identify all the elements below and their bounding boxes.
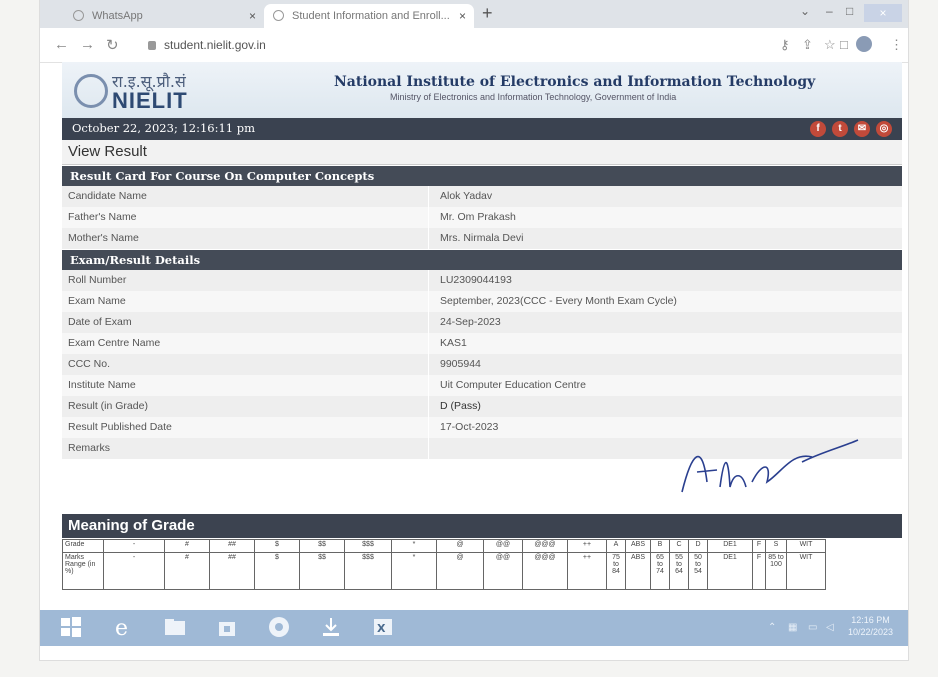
logo-english: NIELIT <box>112 88 188 113</box>
table-row <box>62 207 902 228</box>
tab-label: WhatsApp <box>92 10 143 22</box>
rss-icon[interactable]: ◎ <box>876 121 892 137</box>
web-page <box>62 62 902 630</box>
nielit-logo-icon <box>74 74 108 108</box>
grade-row: Grade - # ## $ $$ $$$ * @ @@ @@@ ++ A ABS B C D DE1 F S WIT <box>63 540 826 553</box>
row-label: Date of Exam <box>68 316 132 328</box>
marks-row: Marks Range (in %) - # ## $ $$ $$$ * @ @@ @@@ ++ 75 to 84 ABS 65 to 74 55 to 64 50 to 54 DE1 F 85 to 100 WIT <box>63 553 826 590</box>
exam-details-heading: Exam/Result Details <box>62 250 902 270</box>
row-label: Mother's Name <box>68 232 139 244</box>
row-value: 24-Sep-2023 <box>440 316 501 328</box>
row-value: D (Pass) <box>440 400 481 412</box>
forward-icon[interactable]: → <box>80 36 95 53</box>
volume-icon[interactable]: ◁ <box>826 622 834 633</box>
row-value: Mr. Om Prakash <box>440 211 516 223</box>
row-label: Remarks <box>68 442 111 454</box>
back-icon[interactable]: ← <box>54 36 69 53</box>
address-bar-row <box>40 28 908 63</box>
whatsapp-icon <box>73 10 84 21</box>
table-row <box>62 186 902 207</box>
row-label: Result Published Date <box>68 421 172 433</box>
meaning-of-grade-heading: Meaning of Grade <box>62 514 902 538</box>
sidebar-icon[interactable]: □ <box>840 37 848 52</box>
browser-tab-bar <box>40 0 908 28</box>
row-label: Exam Centre Name <box>68 337 161 349</box>
maximize-button[interactable]: □ <box>846 4 854 18</box>
file-explorer-icon[interactable] <box>164 616 186 638</box>
row-value: September, 2023(CCC - Every Month Exam Cycle) <box>440 295 677 307</box>
internet-explorer-icon[interactable] <box>112 616 134 638</box>
windows-start-icon[interactable] <box>60 616 82 638</box>
menu-icon[interactable]: ⋮ <box>890 37 903 52</box>
table-row <box>62 228 902 249</box>
row-label: Father's Name <box>68 211 137 223</box>
excel-icon[interactable] <box>372 616 394 638</box>
row-label: Exam Name <box>68 295 126 307</box>
new-tab-button[interactable]: + <box>482 3 493 23</box>
download-icon[interactable] <box>320 616 342 638</box>
row-label: Institute Name <box>68 379 136 391</box>
close-window-button[interactable]: × <box>864 4 902 22</box>
close-tab-icon[interactable]: × <box>458 9 466 23</box>
row-value: 9905944 <box>440 358 481 370</box>
tab-label: Student Information and Enroll... <box>292 10 450 22</box>
taskbar-clock[interactable]: 12:16 PM 10/22/2023 <box>848 615 894 637</box>
table-row <box>62 312 902 333</box>
site-title: National Institute of Electronics and Information Technology <box>334 74 816 90</box>
page-title-bar <box>62 140 902 165</box>
battery-icon[interactable]: ▭ <box>808 622 818 633</box>
svg-text:X: X <box>377 622 386 635</box>
share-icon[interactable]: ⇪ <box>802 37 813 52</box>
chrome-icon[interactable] <box>268 616 290 638</box>
taskbar <box>40 610 908 646</box>
handwritten-signature <box>662 432 862 512</box>
email-icon[interactable]: ✉ <box>854 121 870 137</box>
row-value: 17-Oct-2023 <box>440 421 499 433</box>
minimize-button[interactable]: – <box>826 4 833 18</box>
network-icon[interactable]: ▦ <box>788 622 798 633</box>
table-row <box>62 270 902 291</box>
row-value: KAS1 <box>440 337 467 349</box>
tab-search-icon[interactable]: ⌄ <box>800 4 811 18</box>
twitter-icon[interactable]: t <box>832 121 848 137</box>
row-value: Mrs. Nirmala Devi <box>440 232 524 244</box>
tray-chevron-icon[interactable]: ⌃ <box>768 622 777 633</box>
result-card-heading: Result Card For Course On Computer Concepts <box>62 166 902 186</box>
table-row <box>62 375 902 396</box>
row-label: Roll Number <box>68 274 127 286</box>
reload-icon[interactable]: ↻ <box>106 37 119 54</box>
svg-text:e: e <box>115 616 129 638</box>
marks-header: Marks Range (in %) <box>63 553 104 590</box>
tab-student-information[interactable] <box>264 4 474 28</box>
table-row <box>62 354 902 375</box>
screen <box>40 0 908 660</box>
row-value: Alok Yadav <box>440 190 493 202</box>
globe-icon <box>273 10 284 21</box>
lock-icon <box>148 41 156 50</box>
profile-icon[interactable] <box>856 36 872 52</box>
table-row <box>62 396 902 417</box>
row-label: Result (in Grade) <box>68 400 148 412</box>
current-datetime: October 22, 2023; 12:16:11 pm <box>72 121 256 135</box>
tab-whatsapp[interactable] <box>64 4 264 28</box>
site-subtitle: Ministry of Electronics and Information Technology, Government of India <box>390 92 677 102</box>
page-title: View Result <box>68 143 147 160</box>
url-input[interactable]: student.nielit.gov.in <box>148 38 266 52</box>
row-value: Uit Computer Education Centre <box>440 379 586 391</box>
table-row <box>62 333 902 354</box>
key-icon[interactable]: ⚷ <box>780 37 790 52</box>
facebook-icon[interactable]: f <box>810 121 826 137</box>
logo-hindi: रा.इ.सू.प्रौ.सं <box>112 72 186 91</box>
date-bar <box>62 118 902 140</box>
table-row <box>62 291 902 312</box>
row-label: Candidate Name <box>68 190 147 202</box>
row-label: CCC No. <box>68 358 111 370</box>
star-icon[interactable]: ☆ <box>824 37 836 52</box>
row-value: LU2309044193 <box>440 274 512 286</box>
store-icon[interactable] <box>216 616 238 638</box>
grade-table <box>62 539 826 590</box>
grade-header: Grade <box>63 540 104 553</box>
close-tab-icon[interactable]: × <box>248 9 256 23</box>
site-banner <box>62 62 902 118</box>
